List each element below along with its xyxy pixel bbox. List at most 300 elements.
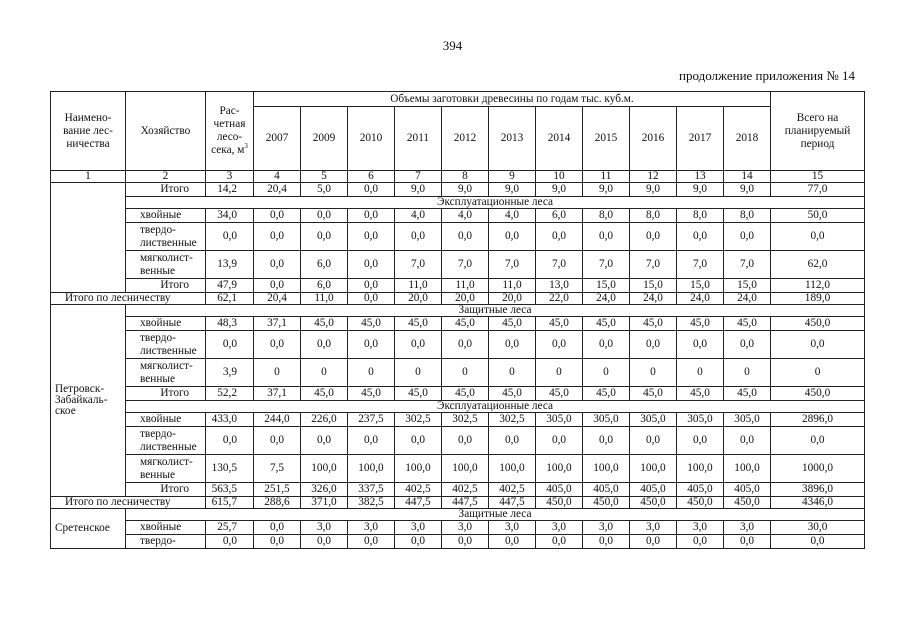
- year-value-cell: 9,0: [489, 183, 536, 197]
- year-value-cell: 24,0: [677, 293, 724, 305]
- calc-cutting-cell: 563,5: [206, 483, 254, 497]
- year-value-cell: 100,0: [583, 455, 630, 483]
- year-value-cell: 7,0: [536, 251, 583, 279]
- year-value-cell: 45,0: [724, 387, 771, 401]
- year-value-cell: 15,0: [724, 279, 771, 293]
- year-value-cell: 251,5: [254, 483, 301, 497]
- year-value-cell: 13,0: [536, 279, 583, 293]
- period-total-cell: 50,0: [771, 209, 865, 223]
- year-value-cell: 0,0: [583, 427, 630, 455]
- table-row: [51, 521, 865, 535]
- year-value-cell: 0,0: [677, 331, 724, 359]
- year-value-cell: 0,0: [724, 535, 771, 549]
- page-number: 394: [442, 38, 463, 53]
- column-number: 11: [583, 171, 630, 183]
- year-value-cell: 0: [677, 359, 724, 387]
- column-number: 3: [206, 171, 254, 183]
- period-total-cell: 450,0: [771, 317, 865, 331]
- year-header: 2015: [583, 107, 630, 171]
- year-value-cell: 45,0: [583, 387, 630, 401]
- period-total-cell: 450,0: [771, 387, 865, 401]
- year-value-cell: 305,0: [630, 413, 677, 427]
- year-value-cell: 0,0: [489, 223, 536, 251]
- year-value-cell: 0,0: [254, 521, 301, 535]
- year-value-cell: 6,0: [301, 279, 348, 293]
- column-number: 6: [348, 171, 395, 183]
- forestry-name-cell: Сретенское: [51, 509, 126, 549]
- year-value-cell: 0,0: [348, 279, 395, 293]
- year-value-cell: 0,0: [536, 331, 583, 359]
- year-value-cell: 20,0: [395, 293, 442, 305]
- year-value-cell: 20,0: [442, 293, 489, 305]
- year-value-cell: 100,0: [442, 455, 489, 483]
- farm-type-cell: мягколист-венные: [126, 359, 206, 387]
- year-header: 2007: [254, 107, 301, 171]
- year-value-cell: 11,0: [301, 293, 348, 305]
- calc-cutting-cell: 14,2: [206, 183, 254, 197]
- year-value-cell: 0,0: [348, 293, 395, 305]
- year-value-cell: 337,5: [348, 483, 395, 497]
- farm-type-cell: Итого: [126, 183, 206, 197]
- continuation-caption: продолжение приложения № 14: [679, 68, 855, 83]
- year-value-cell: 0,0: [301, 535, 348, 549]
- year-value-cell: 45,0: [301, 387, 348, 401]
- year-header: 2011: [395, 107, 442, 171]
- farm-type-cell: хвойные: [126, 413, 206, 427]
- year-value-cell: 20,0: [489, 293, 536, 305]
- year-value-cell: 4,0: [489, 209, 536, 223]
- year-value-cell: 100,0: [677, 455, 724, 483]
- year-value-cell: 3,0: [630, 521, 677, 535]
- year-value-cell: 37,1: [254, 317, 301, 331]
- table-row: [51, 251, 865, 279]
- year-value-cell: 405,0: [630, 483, 677, 497]
- year-value-cell: 0,0: [395, 331, 442, 359]
- year-value-cell: 405,0: [677, 483, 724, 497]
- year-value-cell: 447,5: [395, 497, 442, 509]
- year-value-cell: 450,0: [583, 497, 630, 509]
- year-value-cell: 447,5: [442, 497, 489, 509]
- column-number: 13: [677, 171, 724, 183]
- year-value-cell: 45,0: [630, 317, 677, 331]
- year-value-cell: 371,0: [301, 497, 348, 509]
- table-row: [51, 387, 865, 401]
- year-value-cell: 9,0: [630, 183, 677, 197]
- farm-type-cell: мягколист-венные: [126, 455, 206, 483]
- year-value-cell: 0: [489, 359, 536, 387]
- farm-type-cell: хвойные: [126, 521, 206, 535]
- year-header: 2012: [442, 107, 489, 171]
- farm-type-cell: твердо-лиственные: [126, 427, 206, 455]
- year-value-cell: 0,0: [348, 209, 395, 223]
- year-value-cell: 405,0: [583, 483, 630, 497]
- year-value-cell: 305,0: [677, 413, 724, 427]
- year-value-cell: 288,6: [254, 497, 301, 509]
- year-value-cell: 45,0: [301, 317, 348, 331]
- year-value-cell: 9,0: [536, 183, 583, 197]
- year-value-cell: 45,0: [677, 387, 724, 401]
- period-total-cell: 77,0: [771, 183, 865, 197]
- year-header: 2014: [536, 107, 583, 171]
- year-value-cell: 0,0: [254, 279, 301, 293]
- year-value-cell: 45,0: [489, 317, 536, 331]
- year-value-cell: 45,0: [536, 317, 583, 331]
- period-total-cell: 0,0: [771, 331, 865, 359]
- period-total-cell: 4346,0: [771, 497, 865, 509]
- calc-cutting-cell: 615,7: [206, 497, 254, 509]
- year-value-cell: 0,0: [301, 223, 348, 251]
- year-value-cell: 450,0: [677, 497, 724, 509]
- year-value-cell: 3,0: [301, 521, 348, 535]
- header-farm: Хозяйство: [126, 92, 206, 171]
- column-number: 4: [254, 171, 301, 183]
- year-value-cell: 9,0: [677, 183, 724, 197]
- year-header: 2017: [677, 107, 724, 171]
- table-row: [51, 317, 865, 331]
- year-value-cell: 0,0: [489, 427, 536, 455]
- year-value-cell: 237,5: [348, 413, 395, 427]
- table-row: [51, 483, 865, 497]
- calc-cutting-cell: 0,0: [206, 223, 254, 251]
- calc-cutting-cell: 433,0: [206, 413, 254, 427]
- year-value-cell: 0,0: [348, 427, 395, 455]
- farm-type-cell: твердо-: [126, 535, 206, 549]
- year-value-cell: 0,0: [583, 223, 630, 251]
- year-value-cell: 0,0: [348, 331, 395, 359]
- table-row: [51, 183, 865, 197]
- year-value-cell: 45,0: [442, 317, 489, 331]
- year-header: 2010: [348, 107, 395, 171]
- year-value-cell: 0: [442, 359, 489, 387]
- table-row: [51, 279, 865, 293]
- year-value-cell: 0,0: [677, 535, 724, 549]
- year-value-cell: 447,5: [489, 497, 536, 509]
- year-value-cell: 4,0: [442, 209, 489, 223]
- year-value-cell: 8,0: [677, 209, 724, 223]
- year-value-cell: 402,5: [489, 483, 536, 497]
- year-value-cell: 0,0: [489, 535, 536, 549]
- period-total-cell: 0: [771, 359, 865, 387]
- year-value-cell: 100,0: [301, 455, 348, 483]
- year-value-cell: 302,5: [489, 413, 536, 427]
- year-value-cell: 0,0: [254, 535, 301, 549]
- year-value-cell: 402,5: [442, 483, 489, 497]
- forest-category-label: Эксплуатационные леса: [126, 197, 865, 209]
- calc-cutting-cell: 130,5: [206, 455, 254, 483]
- year-value-cell: 0,0: [395, 535, 442, 549]
- farm-type-cell: твердо-лиственные: [126, 331, 206, 359]
- year-value-cell: 9,0: [395, 183, 442, 197]
- year-value-cell: 45,0: [395, 317, 442, 331]
- table-row: [51, 209, 865, 223]
- column-number: 2: [126, 171, 206, 183]
- year-value-cell: 0,0: [630, 223, 677, 251]
- column-number: 14: [724, 171, 771, 183]
- year-value-cell: 7,0: [395, 251, 442, 279]
- year-value-cell: 45,0: [348, 387, 395, 401]
- period-total-cell: 0,0: [771, 223, 865, 251]
- year-value-cell: 6,0: [301, 251, 348, 279]
- year-value-cell: 6,0: [536, 209, 583, 223]
- year-value-cell: 402,5: [395, 483, 442, 497]
- year-value-cell: 45,0: [583, 317, 630, 331]
- year-value-cell: 3,0: [536, 521, 583, 535]
- year-value-cell: 226,0: [301, 413, 348, 427]
- farm-type-cell: твердо-лиственные: [126, 223, 206, 251]
- table-row: [51, 413, 865, 427]
- year-value-cell: 0: [301, 359, 348, 387]
- year-value-cell: 0,0: [395, 427, 442, 455]
- year-value-cell: 7,0: [630, 251, 677, 279]
- forest-category-label: Эксплуатационные леса: [126, 401, 865, 413]
- year-value-cell: 24,0: [583, 293, 630, 305]
- year-value-cell: 7,0: [442, 251, 489, 279]
- calc-cutting-cell: 47,9: [206, 279, 254, 293]
- forest-category-row: [51, 509, 865, 521]
- year-value-cell: 7,0: [583, 251, 630, 279]
- year-value-cell: 45,0: [536, 387, 583, 401]
- farm-type-cell: Итого: [126, 483, 206, 497]
- year-value-cell: 0,0: [442, 427, 489, 455]
- header-forestry-name: Наимено-вание лес-ничества: [51, 92, 126, 171]
- year-value-cell: 0,0: [630, 331, 677, 359]
- year-value-cell: 0,0: [254, 223, 301, 251]
- column-number: 8: [442, 171, 489, 183]
- year-value-cell: 0,0: [442, 331, 489, 359]
- table-row: [51, 535, 865, 549]
- year-value-cell: 0: [724, 359, 771, 387]
- year-value-cell: 305,0: [724, 413, 771, 427]
- forest-category-row: [51, 401, 865, 413]
- year-value-cell: 7,5: [254, 455, 301, 483]
- year-value-cell: 0: [536, 359, 583, 387]
- year-value-cell: 0,0: [254, 251, 301, 279]
- year-value-cell: 382,5: [348, 497, 395, 509]
- year-value-cell: 0,0: [348, 183, 395, 197]
- year-value-cell: 20,4: [254, 183, 301, 197]
- year-value-cell: 22,0: [536, 293, 583, 305]
- year-value-cell: 0,0: [442, 535, 489, 549]
- year-value-cell: 24,0: [724, 293, 771, 305]
- year-value-cell: 450,0: [724, 497, 771, 509]
- year-value-cell: 3,0: [348, 521, 395, 535]
- year-value-cell: 0,0: [254, 331, 301, 359]
- year-value-cell: 3,0: [583, 521, 630, 535]
- period-total-cell: 30,0: [771, 521, 865, 535]
- year-value-cell: 15,0: [677, 279, 724, 293]
- year-value-cell: 0,0: [348, 535, 395, 549]
- forest-category-row: [51, 305, 865, 317]
- year-value-cell: 0: [395, 359, 442, 387]
- year-value-cell: 0,0: [536, 535, 583, 549]
- year-value-cell: 9,0: [583, 183, 630, 197]
- year-value-cell: 0,0: [254, 209, 301, 223]
- year-header: 2016: [630, 107, 677, 171]
- table-row: [51, 359, 865, 387]
- year-header: 2018: [724, 107, 771, 171]
- forest-category-row: [51, 197, 865, 209]
- year-value-cell: 45,0: [348, 317, 395, 331]
- year-value-cell: 9,0: [724, 183, 771, 197]
- calc-cutting-cell: 3,9: [206, 359, 254, 387]
- year-value-cell: 45,0: [630, 387, 677, 401]
- column-number: 12: [630, 171, 677, 183]
- calc-cutting-cell: 34,0: [206, 209, 254, 223]
- year-value-cell: 8,0: [583, 209, 630, 223]
- year-value-cell: 3,0: [724, 521, 771, 535]
- year-value-cell: 0,0: [254, 427, 301, 455]
- forestry-total-label: Итого по лесничеству: [51, 497, 206, 509]
- table-row: [51, 223, 865, 251]
- year-value-cell: 450,0: [630, 497, 677, 509]
- calc-cutting-cell: 0,0: [206, 535, 254, 549]
- period-total-cell: 62,0: [771, 251, 865, 279]
- year-value-cell: 9,0: [442, 183, 489, 197]
- year-value-cell: 0,0: [724, 427, 771, 455]
- year-value-cell: 20,4: [254, 293, 301, 305]
- year-value-cell: 7,0: [489, 251, 536, 279]
- year-value-cell: 0: [583, 359, 630, 387]
- forest-category-label: Защитные леса: [126, 305, 865, 317]
- calc-cutting-cell: 62,1: [206, 293, 254, 305]
- period-total-cell: 0,0: [771, 427, 865, 455]
- year-value-cell: 302,5: [442, 413, 489, 427]
- year-value-cell: 0,0: [630, 427, 677, 455]
- year-value-cell: 302,5: [395, 413, 442, 427]
- year-value-cell: 15,0: [583, 279, 630, 293]
- year-value-cell: 0,0: [583, 535, 630, 549]
- year-value-cell: 0,0: [301, 427, 348, 455]
- year-value-cell: 0,0: [677, 427, 724, 455]
- header-calc-cutting: Рас-четная лесо-сека, $м^3$: [206, 92, 254, 171]
- year-value-cell: 45,0: [489, 387, 536, 401]
- year-value-cell: 11,0: [442, 279, 489, 293]
- period-total-cell: 112,0: [771, 279, 865, 293]
- year-value-cell: 326,0: [301, 483, 348, 497]
- year-value-cell: 11,0: [395, 279, 442, 293]
- year-value-cell: 0,0: [583, 331, 630, 359]
- year-value-cell: 0,0: [630, 535, 677, 549]
- year-value-cell: 100,0: [630, 455, 677, 483]
- year-value-cell: 3,0: [489, 521, 536, 535]
- farm-type-cell: мягколист-венные: [126, 251, 206, 279]
- calc-cutting-cell: 13,9: [206, 251, 254, 279]
- year-value-cell: 0: [254, 359, 301, 387]
- calc-cutting-cell: 48,3: [206, 317, 254, 331]
- year-value-cell: 45,0: [395, 387, 442, 401]
- year-value-cell: 7,0: [724, 251, 771, 279]
- year-value-cell: 0,0: [724, 331, 771, 359]
- column-number: 9: [489, 171, 536, 183]
- year-value-cell: 0,0: [536, 223, 583, 251]
- calc-cutting-cell: 0,0: [206, 331, 254, 359]
- harvest-volume-table: [50, 91, 865, 549]
- year-value-cell: 45,0: [442, 387, 489, 401]
- period-total-cell: 0,0: [771, 535, 865, 549]
- farm-type-cell: Итого: [126, 387, 206, 401]
- year-value-cell: 5,0: [301, 183, 348, 197]
- calc-cutting-cell: 25,7: [206, 521, 254, 535]
- year-value-cell: 0,0: [348, 251, 395, 279]
- year-value-cell: 8,0: [724, 209, 771, 223]
- year-value-cell: 24,0: [630, 293, 677, 305]
- year-value-cell: 450,0: [536, 497, 583, 509]
- year-value-cell: 305,0: [583, 413, 630, 427]
- harvest-table-container: [50, 91, 861, 549]
- year-value-cell: 100,0: [536, 455, 583, 483]
- forestry-total-label: Итого по лесничеству: [51, 293, 206, 305]
- year-value-cell: 100,0: [489, 455, 536, 483]
- forestry-total-row: [51, 497, 865, 509]
- year-value-cell: 0: [630, 359, 677, 387]
- year-value-cell: 45,0: [677, 317, 724, 331]
- header-volumes: Объемы заготовки древесины по годам тыс. куб.м.: [254, 92, 771, 107]
- forestry-name-cell: [51, 183, 126, 293]
- column-number: 15: [771, 171, 865, 183]
- forestry-total-row: [51, 293, 865, 305]
- year-value-cell: 0,0: [301, 209, 348, 223]
- header-total-period: Всего на планируемый период: [771, 92, 865, 171]
- year-value-cell: 100,0: [724, 455, 771, 483]
- year-value-cell: 15,0: [630, 279, 677, 293]
- year-value-cell: 0,0: [442, 223, 489, 251]
- column-number: 1: [51, 171, 126, 183]
- year-value-cell: 7,0: [677, 251, 724, 279]
- table-row: [51, 331, 865, 359]
- year-value-cell: 0,0: [395, 223, 442, 251]
- year-value-cell: 305,0: [536, 413, 583, 427]
- year-value-cell: 0: [348, 359, 395, 387]
- period-total-cell: 2896,0: [771, 413, 865, 427]
- year-value-cell: 405,0: [536, 483, 583, 497]
- column-number: 7: [395, 171, 442, 183]
- year-value-cell: 100,0: [348, 455, 395, 483]
- year-header: 2009: [301, 107, 348, 171]
- calc-cutting-cell: 0,0: [206, 427, 254, 455]
- year-value-cell: 3,0: [677, 521, 724, 535]
- table-row: [51, 427, 865, 455]
- column-number: 5: [301, 171, 348, 183]
- year-value-cell: 0,0: [301, 331, 348, 359]
- year-header: 2013: [489, 107, 536, 171]
- year-value-cell: 405,0: [724, 483, 771, 497]
- year-value-cell: 0,0: [348, 223, 395, 251]
- year-value-cell: 0,0: [489, 331, 536, 359]
- farm-type-cell: хвойные: [126, 317, 206, 331]
- year-value-cell: 11,0: [489, 279, 536, 293]
- year-value-cell: 100,0: [395, 455, 442, 483]
- calc-cutting-cell: 52,2: [206, 387, 254, 401]
- year-value-cell: 3,0: [442, 521, 489, 535]
- year-value-cell: 45,0: [724, 317, 771, 331]
- year-value-cell: 0,0: [677, 223, 724, 251]
- year-value-cell: 0,0: [536, 427, 583, 455]
- forestry-name-cell: Петровск-Забайкаль-ское: [51, 305, 126, 497]
- farm-type-cell: Итого: [126, 279, 206, 293]
- year-value-cell: 0,0: [724, 223, 771, 251]
- period-total-cell: 3896,0: [771, 483, 865, 497]
- forest-category-label: Защитные леса: [126, 509, 865, 521]
- year-value-cell: 244,0: [254, 413, 301, 427]
- year-value-cell: 3,0: [395, 521, 442, 535]
- column-number: 10: [536, 171, 583, 183]
- table-row: [51, 455, 865, 483]
- period-total-cell: 189,0: [771, 293, 865, 305]
- farm-type-cell: хвойные: [126, 209, 206, 223]
- period-total-cell: 1000,0: [771, 455, 865, 483]
- year-value-cell: 37,1: [254, 387, 301, 401]
- year-value-cell: 8,0: [630, 209, 677, 223]
